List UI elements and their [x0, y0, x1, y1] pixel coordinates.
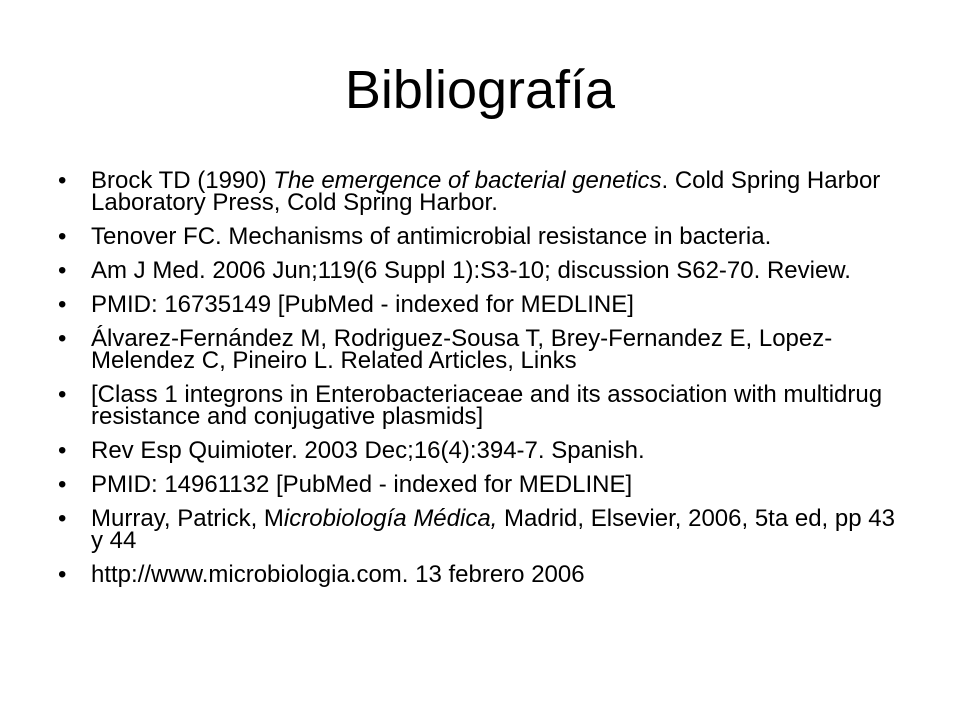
bullet-icon: • — [58, 223, 67, 250]
reference-item — [58, 291, 908, 318]
reference-text: Rev Esp Quimioter. 2003 Dec;16(4):394-7. Spanish. — [91, 437, 645, 464]
bullet-icon: • — [58, 167, 67, 194]
reference-text: Brock TD (1990) — [91, 167, 274, 194]
reference-item — [58, 223, 908, 250]
reference-italic-text: The emergence of bacterial genetics — [273, 167, 662, 194]
reference-item — [58, 167, 908, 216]
reference-text: PMID: 14961132 [PubMed - indexed for MEDLINE] — [91, 471, 633, 498]
reference-text: Murray, Patrick, M — [91, 505, 284, 532]
reference-item — [58, 381, 908, 430]
bullet-icon: • — [58, 437, 67, 464]
reference-text: Álvarez-Fernández M, Rodriguez-Sousa T, Brey-Fernandez E, Lopez-Melendez C, Pineiro L. Related Articles, Links — [91, 325, 833, 374]
reference-text: Tenover FC. Mechanisms of antimicrobial resistance in bacteria. — [91, 223, 772, 250]
reference-text: http://www.microbiologia.com. 13 febrero 2006 — [91, 561, 585, 588]
reference-text: . Cold Spring Harbor Laboratory Press, Cold Spring Harbor. — [91, 167, 881, 216]
bullet-icon: • — [58, 505, 67, 532]
reference-text: PMID: 16735149 [PubMed - indexed for MEDLINE] — [91, 291, 634, 318]
reference-text: Am J Med. 2006 Jun;119(6 Suppl 1):S3-10; discussion S62-70. Review. — [91, 257, 851, 284]
slide-title: Bibliografía — [344, 60, 616, 120]
bullet-icon: • — [58, 257, 67, 284]
reference-italic-text: icrobiología Médica, — [283, 505, 498, 532]
reference-item — [58, 325, 908, 374]
reference-text: Madrid, Elsevier, 2006, 5ta ed, pp 43 y 44 — [91, 505, 895, 554]
reference-item — [58, 471, 908, 498]
reference-item — [58, 505, 908, 554]
bullet-icon: • — [58, 561, 67, 588]
reference-item — [58, 257, 908, 284]
bullet-icon: • — [58, 381, 67, 408]
bullet-icon: • — [58, 325, 67, 352]
bibliography-list — [58, 167, 908, 598]
reference-text: [Class 1 integrons in Enterobacteriaceae and its association with multidrug resistance and conjugative plasmids] — [91, 381, 883, 430]
bullet-icon: • — [58, 291, 67, 318]
reference-item — [58, 437, 908, 464]
reference-item — [58, 561, 908, 588]
bullet-icon: • — [58, 471, 67, 498]
